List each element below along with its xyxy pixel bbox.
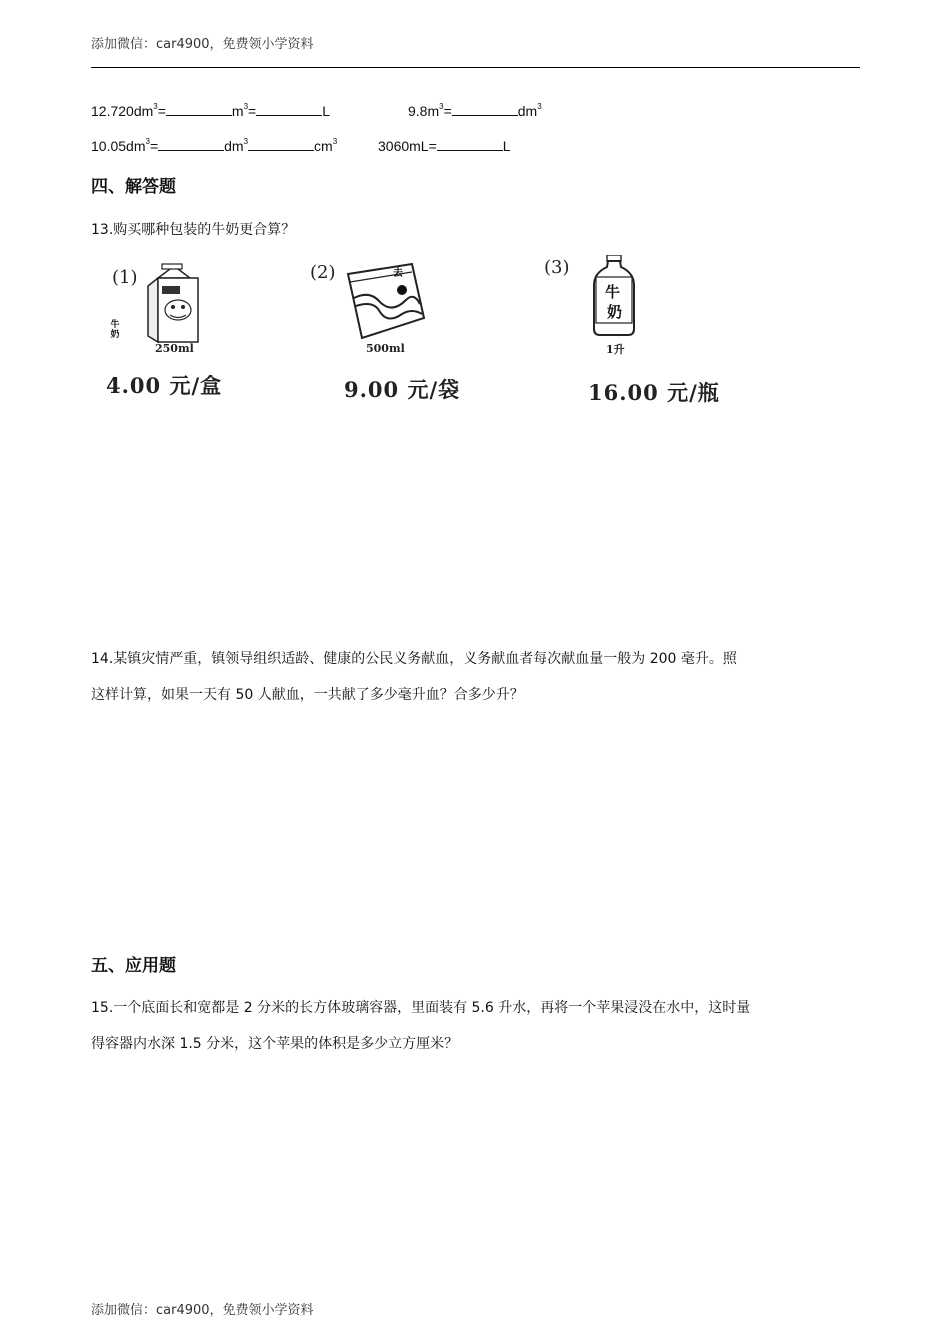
answer-blank[interactable] [437, 138, 503, 151]
bottle-text-1: 牛 [605, 283, 621, 301]
milk-option-bottle [538, 255, 748, 410]
unit: dm [517, 103, 538, 119]
unit: L [502, 138, 511, 154]
value: 9.8m [408, 103, 440, 119]
footer-note: 添加微信：car4900，免费领小学资料 [91, 1303, 314, 1318]
unit: L [322, 103, 331, 119]
exponent: 3 [153, 102, 158, 111]
exponent: 3 [243, 102, 249, 111]
equals: = [443, 103, 452, 119]
bottle-text-2: 奶 [607, 303, 623, 321]
milk-bag-icon [340, 260, 430, 342]
q12-row1-left [91, 103, 330, 119]
q12-row1-right [408, 103, 542, 119]
value: 3060mL [378, 138, 429, 154]
answer-blank[interactable] [166, 103, 232, 116]
exponent: 3 [243, 137, 249, 146]
q12-row2-right [378, 138, 511, 154]
section-4-title: 四、解答题 [91, 177, 176, 197]
q13-text: 13.购买哪种包装的牛奶更合算？ [91, 222, 296, 238]
q14-line2: 这样计算，如果一天有 50 人献血，一共献了多少毫升血？合多少升？ [91, 687, 524, 703]
equals: = [149, 138, 159, 154]
exponent: 3 [537, 102, 542, 111]
unit: dm [224, 138, 244, 154]
equals: = [157, 103, 166, 119]
answer-blank[interactable] [256, 103, 322, 116]
q15-line2: 得容器内水深 1.5 分米，这个苹果的体积是多少立方厘米？ [91, 1036, 459, 1052]
value: 10.05dm [91, 138, 146, 154]
exponent: 3 [439, 102, 444, 111]
option-price: 9.00 元/袋 [344, 377, 461, 402]
equals: = [428, 138, 437, 154]
option-volume: 500ml [366, 342, 405, 355]
exponent: 3 [145, 137, 150, 146]
value: 12.720dm [91, 103, 154, 119]
option-price: 16.00 元/瓶 [588, 380, 720, 405]
unit: m [231, 103, 244, 119]
option-volume: 250ml [155, 342, 194, 355]
milk-carton-icon [140, 262, 210, 344]
option-price: 4.00 元/盒 [106, 373, 223, 398]
header-rule [91, 67, 860, 68]
q14-line1: 14.某镇灾情严重，镇领导组织适龄、健康的公民义务献血，义务献血者每次献血量一般为 200 毫升。照 [91, 651, 737, 667]
q15-line1: 15.一个底面长和宽都是 2 分米的长方体玻璃容器，里面装有 5.6 升水，再将一个苹果浸没在水中，这时量 [91, 1000, 751, 1016]
option-label: (3) [544, 257, 570, 278]
milk-option-carton [100, 262, 260, 412]
option-volume: 1升 [606, 343, 625, 356]
milk-option-bag [300, 258, 490, 408]
bag-text: 去 [393, 268, 403, 279]
carton-text: 牛奶 [110, 320, 120, 340]
answer-blank[interactable] [158, 138, 224, 151]
header-note: 添加微信：car4900，免费领小学资料 [91, 37, 314, 52]
option-label: (1) [112, 267, 138, 288]
answer-blank[interactable] [248, 138, 314, 151]
equals: = [248, 103, 257, 119]
q12-row2-left [91, 138, 337, 154]
unit: cm [314, 138, 333, 154]
answer-blank[interactable] [452, 103, 518, 116]
option-label: (2) [310, 262, 336, 283]
section-5-title: 五、应用题 [91, 956, 176, 976]
exponent: 3 [332, 137, 338, 146]
